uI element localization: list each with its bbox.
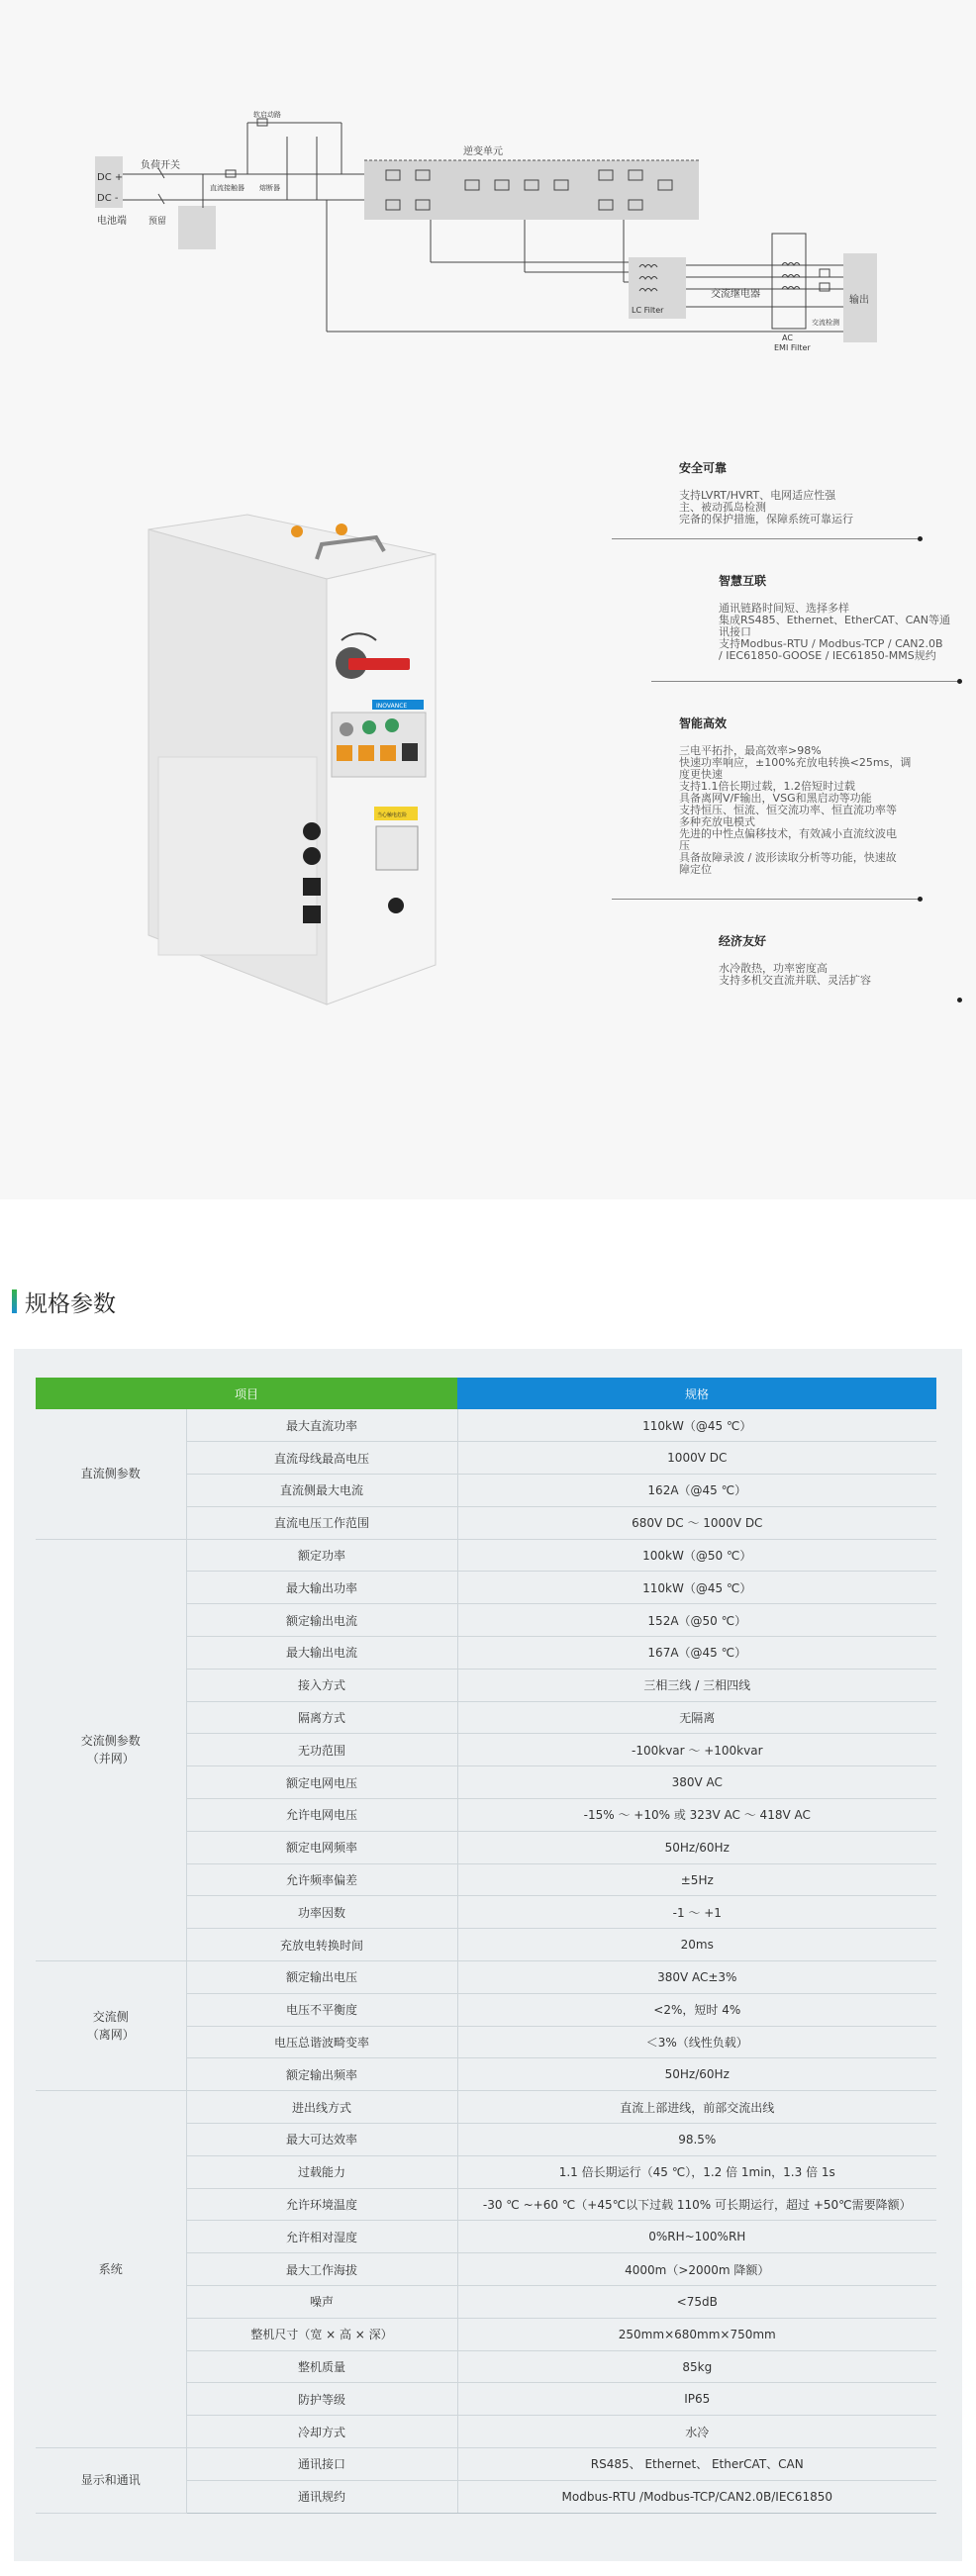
feature-line: 支持恒压、恒流、恒交流功率、恒直流功率等 (679, 804, 897, 816)
feature-safety (679, 459, 853, 525)
label-soft-start: 软启动路 (253, 111, 281, 119)
spec-item: 防护等级 (186, 2383, 457, 2416)
feature-line: 支持1.1倍长期过载，1.2倍短时过载 (679, 780, 855, 793)
spec-table (36, 1378, 936, 2514)
label-battery: 电池端 (97, 216, 127, 227)
spec-group-name: 显示和通讯 (36, 2448, 186, 2514)
spec-value: 85kg (457, 2350, 936, 2383)
spec-value: 0%RH~100%RH (457, 2221, 936, 2253)
feature-line: 压 (679, 839, 690, 852)
header-spec: 规格 (457, 1378, 936, 1409)
spec-item: 直流侧最大电流 (186, 1475, 457, 1507)
spec-item: 额定输出电压 (186, 1961, 457, 1994)
spec-heading (12, 1288, 116, 1317)
label-fuse: 熔断器 (259, 184, 280, 192)
feature-line: 具备故障录波 / 波形读取分析等功能，快速故 (679, 851, 897, 864)
spec-value: 250mm×680mm×750mm (457, 2318, 936, 2350)
spec-value: 三相三线 / 三相四线 (457, 1669, 936, 1701)
table-row (36, 1539, 936, 1572)
spec-item: 允许相对湿度 (186, 2221, 457, 2253)
feature-line: 快速功率响应，±100%充放电转换<25ms，调 (679, 756, 912, 769)
spec-value: 无隔离 (457, 1701, 936, 1734)
feature-dot (957, 998, 962, 1002)
product-warning: 当心触电危险 (377, 812, 408, 818)
feature-line: 通讯链路时间短、选择多样 (719, 602, 849, 615)
label-load-switch: 负荷开关 (141, 160, 180, 171)
feature-line: 支持LVRT/HVRT、电网适应性强 (679, 489, 836, 502)
feature-line: / IEC61850-GOOSE / IEC61850-MMS规约 (719, 649, 936, 662)
spec-item: 允许频率偏差 (186, 1863, 457, 1896)
spec-item: 最大输出功率 (186, 1572, 457, 1604)
spec-item: 额定电网频率 (186, 1831, 457, 1863)
spec-item: 噪声 (186, 2286, 457, 2319)
table-row (36, 2448, 936, 2481)
label-output: 输出 (849, 295, 869, 306)
label-lc-filter: LC Filter (632, 306, 664, 315)
feature-line: 先进的中性点偏移技术，有效减小直流纹波电 (679, 827, 897, 840)
spec-value: <75dB (457, 2286, 936, 2319)
feature-line: 支持多机交直流并联、灵活扩容 (719, 974, 871, 987)
spec-item: 直流电压工作范围 (186, 1506, 457, 1539)
spec-value: 水冷 (457, 2416, 936, 2448)
spec-value: 直流上部进线，前部交流出线 (457, 2091, 936, 2124)
label-precharge: 预留 (148, 217, 167, 227)
feature-line: 度更快速 (679, 768, 723, 781)
spec-value: 380V AC±3% (457, 1961, 936, 1994)
topology-svg (89, 109, 901, 366)
spec-value: 680V DC ～ 1000V DC (457, 1506, 936, 1539)
feature-dot (918, 536, 923, 541)
label-dc-contactor: 直流接触器 (210, 184, 244, 192)
feature-connectivity (719, 572, 950, 662)
feature-line: 水冷散热，功率密度高 (719, 962, 828, 975)
spec-item: 最大工作海拔 (186, 2253, 457, 2286)
feature-dot (957, 679, 962, 684)
spec-value: 50Hz/60Hz (457, 2058, 936, 2091)
feature-line: 障定位 (679, 863, 712, 876)
spec-item: 允许电网电压 (186, 1799, 457, 1832)
spec-item: 隔离方式 (186, 1701, 457, 1734)
feature-title: 智能高效 (679, 716, 728, 730)
spec-value: ＜3%（线性负载） (457, 2026, 936, 2058)
spec-value: -1 ～ +1 (457, 1896, 936, 1929)
precharge-block (178, 206, 216, 249)
spec-item: 进出线方式 (186, 2091, 457, 2124)
feature-line: 具备离网V/F输出，VSG和黑启动等功能 (679, 792, 872, 805)
label-ac: AC (782, 334, 793, 342)
label-emi-filter: EMI Filter (774, 343, 811, 352)
feature-line: 三电平拓扑，最高效率>98% (679, 744, 822, 757)
feature-line: 主、被动孤岛检测 (679, 501, 766, 514)
spec-value: 1.1 倍长期运行（45 ℃），1.2 倍 1min，1.3 倍 1s (457, 2155, 936, 2188)
feature-divider (612, 538, 921, 539)
feature-line: 讯接口 (719, 625, 751, 638)
spec-value: 100kW（@50 ℃） (457, 1539, 936, 1572)
product-image (139, 510, 455, 1014)
spec-value: <2%，短时 4% (457, 1993, 936, 2026)
spec-item: 允许环境温度 (186, 2188, 457, 2221)
spec-item: 电压总谐波畸变率 (186, 2026, 457, 2058)
feature-efficiency (679, 715, 911, 876)
feature-line: 完备的保护措施，保障系统可靠运行 (679, 513, 853, 525)
spec-value: RS485、 Ethernet、 EtherCAT、CAN (457, 2448, 936, 2481)
spec-item: 过载能力 (186, 2155, 457, 2188)
product-svg (139, 510, 455, 1014)
spec-item: 接入方式 (186, 1669, 457, 1701)
spec-value: -30 ℃ ~+60 ℃（+45℃以下过载 110% 可长期运行，超过 +50℃需要降额） (457, 2188, 936, 2221)
table-row (36, 2091, 936, 2124)
header-item: 项目 (36, 1378, 457, 1409)
topology-diagram (89, 109, 901, 366)
spec-item: 最大输出电流 (186, 1637, 457, 1670)
spec-group-name: 交流侧 （离网） (36, 1961, 186, 2091)
spec-value: 110kW（@45 ℃） (457, 1409, 936, 1442)
spec-value: 50Hz/60Hz (457, 1831, 936, 1863)
spec-value: 152A（@50 ℃） (457, 1604, 936, 1637)
spec-body (36, 1409, 936, 2513)
spec-item: 整机质量 (186, 2350, 457, 2383)
spec-item: 整机尺寸（宽 × 高 × 深） (186, 2318, 457, 2350)
feature-title: 安全可靠 (679, 461, 728, 475)
label-ac-relay: 交流继电器 (711, 289, 760, 300)
feature-line: 支持Modbus-RTU / Modbus-TCP / CAN2.0B (719, 637, 943, 650)
spec-item: 额定电网电压 (186, 1766, 457, 1799)
spec-value: 380V AC (457, 1766, 936, 1799)
feature-title: 经济友好 (719, 934, 767, 948)
table-row (36, 1961, 936, 1994)
spec-value: -100kvar ～ +100kvar (457, 1734, 936, 1766)
spec-value: ±5Hz (457, 1863, 936, 1896)
spec-item: 电压不平衡度 (186, 1993, 457, 2026)
label-inverter-unit: 逆变单元 (463, 146, 503, 157)
spec-group-name: 系统 (36, 2091, 186, 2448)
spec-item: 冷却方式 (186, 2416, 457, 2448)
spec-item: 无功范围 (186, 1734, 457, 1766)
emi-filter-box (772, 234, 806, 329)
spec-item: 额定功率 (186, 1539, 457, 1572)
feature-divider (651, 681, 960, 682)
product-brand: INOVANCE (376, 703, 408, 710)
spec-item: 充放电转换时间 (186, 1929, 457, 1961)
label-dc-pos: DC + (97, 172, 124, 183)
heading-accent-bar (12, 1289, 17, 1313)
spec-value: Modbus-RTU /Modbus-TCP/CAN2.0B/IEC61850 (457, 2480, 936, 2513)
spec-value: 4000m（>2000m 降额） (457, 2253, 936, 2286)
feature-divider (612, 899, 921, 900)
spec-value: -15% ～ +10% 或 323V AC ～ 418V AC (457, 1799, 936, 1832)
table-row (36, 1409, 936, 1442)
feature-economy (719, 932, 871, 987)
spec-value: 20ms (457, 1929, 936, 1961)
spec-value: 1000V DC (457, 1442, 936, 1475)
label-ac-sensor: 交流检测 (812, 319, 839, 327)
spec-item: 通讯规约 (186, 2480, 457, 2513)
spec-heading-text: 规格参数 (25, 1290, 116, 1317)
spec-item: 最大可达效率 (186, 2124, 457, 2156)
spec-item: 额定输出频率 (186, 2058, 457, 2091)
feature-title: 智慧互联 (719, 574, 767, 588)
spec-value: 162A（@45 ℃） (457, 1475, 936, 1507)
label-dc-neg: DC - (97, 193, 119, 204)
spec-value: 98.5% (457, 2124, 936, 2156)
spec-header-row (36, 1378, 936, 1409)
feature-line: 多种充放电模式 (679, 815, 755, 828)
spec-item: 通讯接口 (186, 2448, 457, 2481)
spec-value: 167A（@45 ℃） (457, 1637, 936, 1670)
spec-item: 功率因数 (186, 1896, 457, 1929)
spec-value: IP65 (457, 2383, 936, 2416)
spec-group-name: 直流侧参数 (36, 1409, 186, 1539)
feature-dot (918, 897, 923, 902)
spec-item: 最大直流功率 (186, 1409, 457, 1442)
spec-item: 额定输出电流 (186, 1604, 457, 1637)
spec-value: 110kW（@45 ℃） (457, 1572, 936, 1604)
feature-line: 集成RS485、Ethernet、EtherCAT、CAN等通 (719, 614, 951, 626)
spec-group-name: 交流侧参数 （并网） (36, 1539, 186, 1960)
overview-section (0, 0, 976, 1199)
spec-item: 直流母线最高电压 (186, 1442, 457, 1475)
